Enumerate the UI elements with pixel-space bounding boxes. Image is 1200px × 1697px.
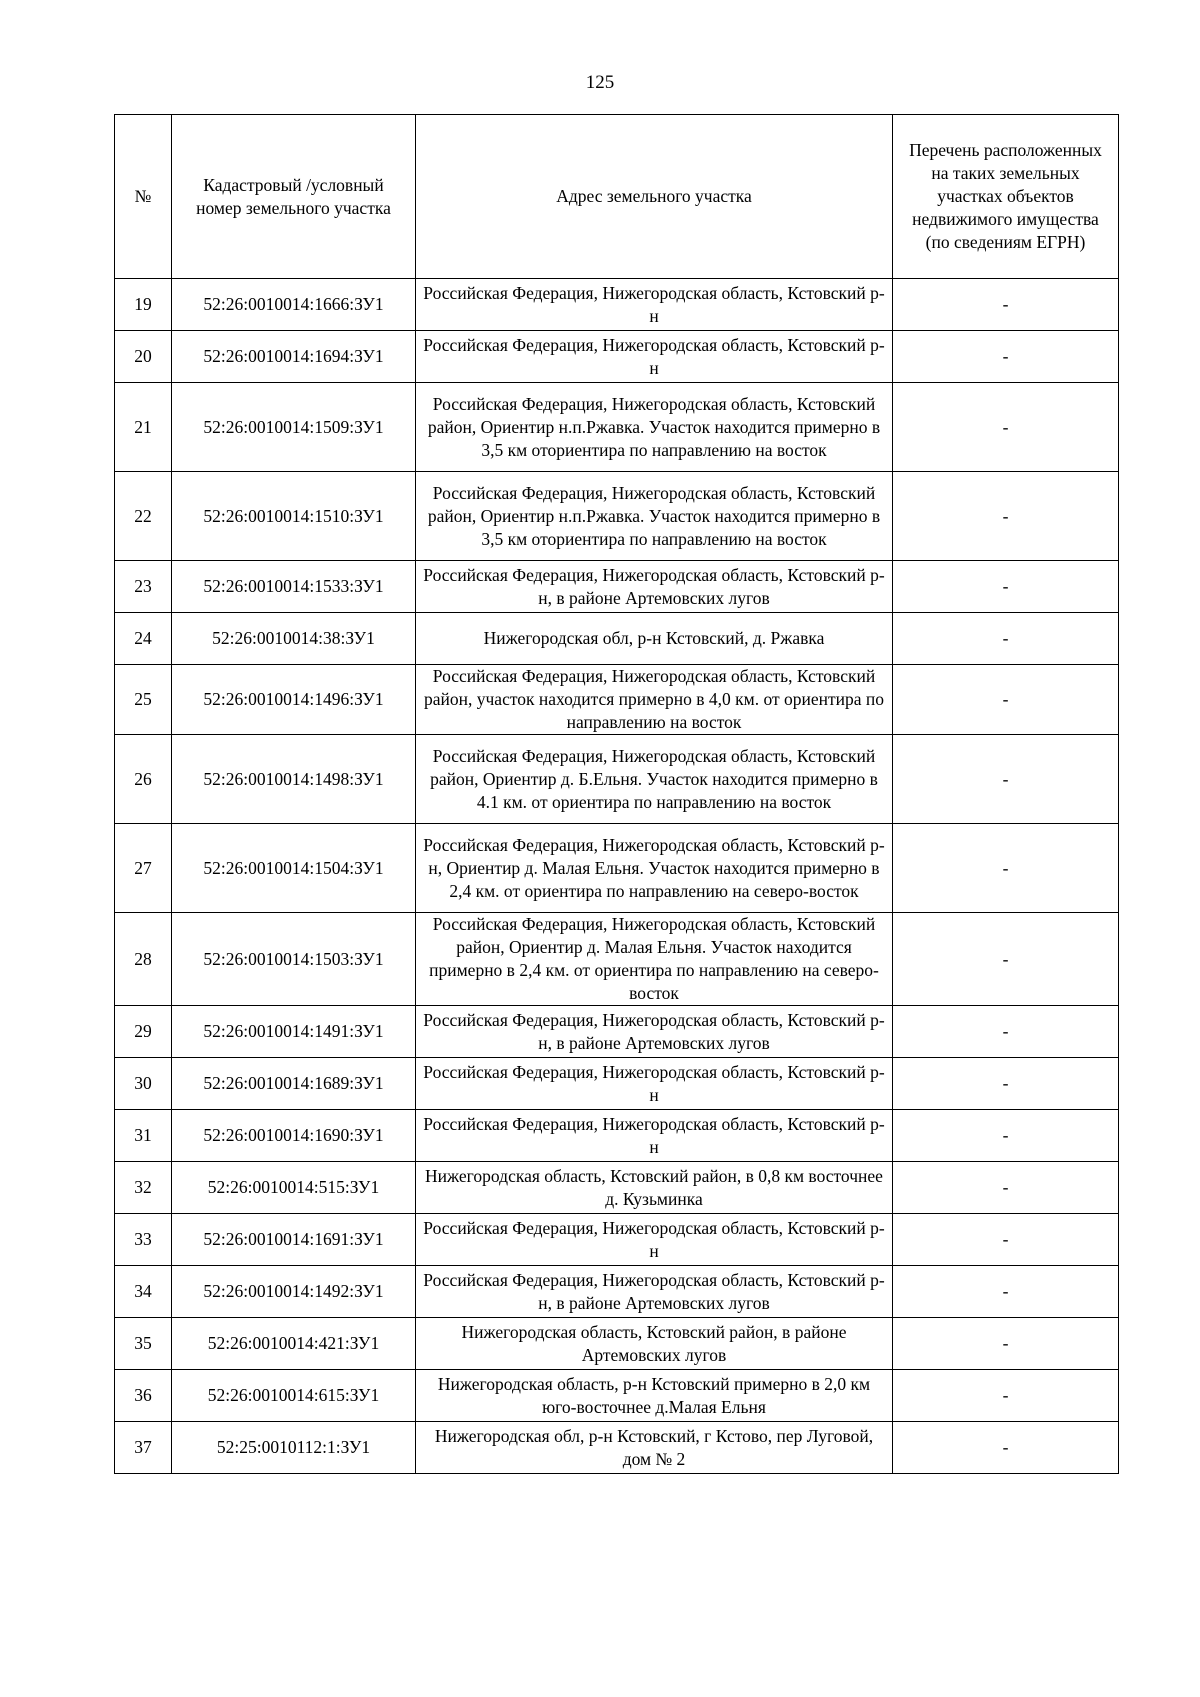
table-header xyxy=(115,115,1119,279)
address-cell: Российская Федерация, Нижегородская область, Кстовский район, Ориентир н.п.Ржавка. Участок находится примерно в 3,5 км оториентира по направлению на восток xyxy=(416,383,893,472)
address-cell: Нижегородская область, р-н Кстовский примерно в 2,0 км юго-восточнее д.Малая Ельня xyxy=(416,1370,893,1422)
objects-cell: - xyxy=(893,383,1119,472)
table-row xyxy=(115,735,1119,824)
cadastral-number-cell: 52:26:0010014:1694:ЗУ1 xyxy=(172,331,416,383)
row-number-cell: 21 xyxy=(115,383,172,472)
address-cell: Российская Федерация, Нижегородская область, Кстовский р-н, Ориентир д. Малая Ельня. Участок находится примерно в 2,4 км. от ориентира по направлению на северо-восток xyxy=(416,824,893,913)
cadastral-number-cell: 52:26:0010014:1666:ЗУ1 xyxy=(172,279,416,331)
cadastral-number-cell: 52:26:0010014:38:ЗУ1 xyxy=(172,613,416,665)
cadastral-number-cell: 52:26:0010014:515:ЗУ1 xyxy=(172,1162,416,1214)
table-row xyxy=(115,279,1119,331)
table-body xyxy=(115,279,1119,1474)
cadastral-number-cell: 52:26:0010014:1504:ЗУ1 xyxy=(172,824,416,913)
row-number-cell: 19 xyxy=(115,279,172,331)
address-cell: Российская Федерация, Нижегородская область, Кстовский р-н, в районе Артемовских лугов xyxy=(416,1006,893,1058)
row-number-cell: 29 xyxy=(115,1006,172,1058)
table-row xyxy=(115,472,1119,561)
address-cell: Нижегородская обл, р-н Кстовский, д. Ржавка xyxy=(416,613,893,665)
row-number-cell: 33 xyxy=(115,1214,172,1266)
address-cell: Российская Федерация, Нижегородская область, Кстовский район, участок находится примерно в 4,0 км. от ориентира по направлению на восток xyxy=(416,665,893,735)
row-number-cell: 35 xyxy=(115,1318,172,1370)
cadastral-number-cell: 52:26:0010014:1691:ЗУ1 xyxy=(172,1214,416,1266)
table-row xyxy=(115,331,1119,383)
cadastral-number-cell: 52:26:0010014:1498:ЗУ1 xyxy=(172,735,416,824)
objects-cell: - xyxy=(893,1058,1119,1110)
row-number-cell: 37 xyxy=(115,1422,172,1474)
table-row xyxy=(115,1006,1119,1058)
objects-cell: - xyxy=(893,1318,1119,1370)
row-number-cell: 26 xyxy=(115,735,172,824)
header-address: Адрес земельного участка xyxy=(416,115,893,279)
address-cell: Нижегородская область, Кстовский район, в районе Артемовских лугов xyxy=(416,1318,893,1370)
row-number-cell: 20 xyxy=(115,331,172,383)
cadastral-number-cell: 52:26:0010014:1491:ЗУ1 xyxy=(172,1006,416,1058)
row-number-cell: 27 xyxy=(115,824,172,913)
row-number-cell: 22 xyxy=(115,472,172,561)
objects-cell: - xyxy=(893,1266,1119,1318)
cadastral-number-cell: 52:26:0010014:615:ЗУ1 xyxy=(172,1370,416,1422)
header-objects: Перечень расположенных на таких земельных участках объектов недвижимого имущества (по сведениям ЕГРН) xyxy=(893,115,1119,279)
table-row xyxy=(115,613,1119,665)
header-row xyxy=(115,115,1119,279)
table-row xyxy=(115,913,1119,1006)
table-row xyxy=(115,1162,1119,1214)
row-number-cell: 25 xyxy=(115,665,172,735)
cadastral-number-cell: 52:26:0010014:421:ЗУ1 xyxy=(172,1318,416,1370)
header-cadastral-number: Кадастровый /условный номер земельного участка xyxy=(172,115,416,279)
table-row xyxy=(115,1110,1119,1162)
address-cell: Российская Федерация, Нижегородская область, Кстовский р-н, в районе Артемовских лугов xyxy=(416,561,893,613)
table-row xyxy=(115,824,1119,913)
objects-cell: - xyxy=(893,1422,1119,1474)
row-number-cell: 31 xyxy=(115,1110,172,1162)
header-number: № xyxy=(115,115,172,279)
row-number-cell: 36 xyxy=(115,1370,172,1422)
cadastral-number-cell: 52:25:0010112:1:ЗУ1 xyxy=(172,1422,416,1474)
address-cell: Нижегородская обл, р-н Кстовский, г Кстово, пер Луговой, дом № 2 xyxy=(416,1422,893,1474)
objects-cell: - xyxy=(893,824,1119,913)
address-cell: Российская Федерация, Нижегородская область, Кстовский р-н, в районе Артемовских лугов xyxy=(416,1266,893,1318)
objects-cell: - xyxy=(893,561,1119,613)
objects-cell: - xyxy=(893,613,1119,665)
table-row xyxy=(115,1422,1119,1474)
objects-cell: - xyxy=(893,331,1119,383)
address-cell: Российская Федерация, Нижегородская область, Кстовский р-н xyxy=(416,1214,893,1266)
row-number-cell: 23 xyxy=(115,561,172,613)
address-cell: Российская Федерация, Нижегородская область, Кстовский р-н xyxy=(416,331,893,383)
table-row xyxy=(115,1058,1119,1110)
row-number-cell: 34 xyxy=(115,1266,172,1318)
objects-cell: - xyxy=(893,1162,1119,1214)
table-row xyxy=(115,1214,1119,1266)
cadastral-number-cell: 52:26:0010014:1533:ЗУ1 xyxy=(172,561,416,613)
address-cell: Российская Федерация, Нижегородская область, Кстовский район, Ориентир д. Малая Ельня. Участок находится примерно в 2,4 км. от ориентира по направлению на северо-восток xyxy=(416,913,893,1006)
objects-cell: - xyxy=(893,1110,1119,1162)
cadastral-number-cell: 52:26:0010014:1510:ЗУ1 xyxy=(172,472,416,561)
land-plots-table xyxy=(114,114,1119,1474)
table-row xyxy=(115,1318,1119,1370)
objects-cell: - xyxy=(893,913,1119,1006)
cadastral-number-cell: 52:26:0010014:1689:ЗУ1 xyxy=(172,1058,416,1110)
address-cell: Российская Федерация, Нижегородская область, Кстовский район, Ориентир д. Б.Ельня. Участок находится примерно в 4.1 км. от ориентира по направлению на восток xyxy=(416,735,893,824)
row-number-cell: 32 xyxy=(115,1162,172,1214)
cadastral-number-cell: 52:26:0010014:1690:ЗУ1 xyxy=(172,1110,416,1162)
objects-cell: - xyxy=(893,665,1119,735)
objects-cell: - xyxy=(893,472,1119,561)
row-number-cell: 28 xyxy=(115,913,172,1006)
objects-cell: - xyxy=(893,279,1119,331)
table-row xyxy=(115,1266,1119,1318)
objects-cell: - xyxy=(893,1214,1119,1266)
table-row xyxy=(115,665,1119,735)
objects-cell: - xyxy=(893,1370,1119,1422)
cadastral-number-cell: 52:26:0010014:1503:ЗУ1 xyxy=(172,913,416,1006)
page-number: 125 xyxy=(585,72,615,93)
row-number-cell: 30 xyxy=(115,1058,172,1110)
row-number-cell: 24 xyxy=(115,613,172,665)
cadastral-number-cell: 52:26:0010014:1496:ЗУ1 xyxy=(172,665,416,735)
cadastral-number-cell: 52:26:0010014:1509:ЗУ1 xyxy=(172,383,416,472)
address-cell: Российская Федерация, Нижегородская область, Кстовский р-н xyxy=(416,279,893,331)
address-cell: Российская Федерация, Нижегородская область, Кстовский район, Ориентир н.п.Ржавка. Участок находится примерно в 3,5 км оториентира по направлению на восток xyxy=(416,472,893,561)
table-row xyxy=(115,383,1119,472)
address-cell: Российская Федерация, Нижегородская область, Кстовский р-н xyxy=(416,1058,893,1110)
cadastral-number-cell: 52:26:0010014:1492:ЗУ1 xyxy=(172,1266,416,1318)
table-row xyxy=(115,1370,1119,1422)
objects-cell: - xyxy=(893,1006,1119,1058)
table-row xyxy=(115,561,1119,613)
address-cell: Нижегородская область, Кстовский район, в 0,8 км восточнее д. Кузьминка xyxy=(416,1162,893,1214)
objects-cell: - xyxy=(893,735,1119,824)
address-cell: Российская Федерация, Нижегородская область, Кстовский р-н xyxy=(416,1110,893,1162)
